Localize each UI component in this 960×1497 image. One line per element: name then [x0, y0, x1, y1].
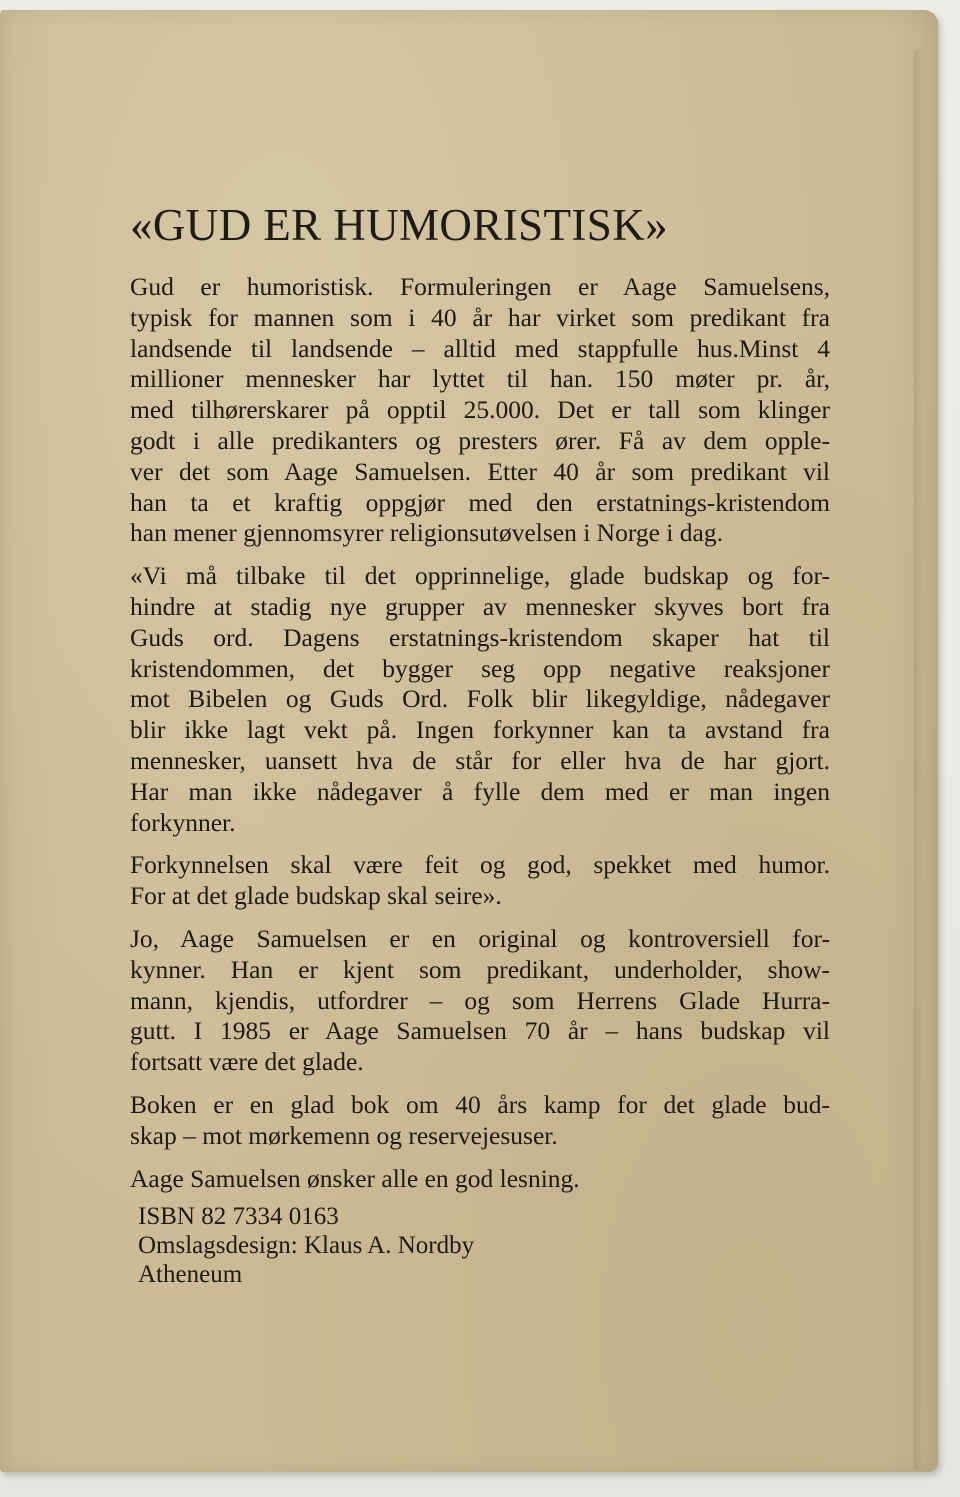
blurb-paragraph-6 [130, 1164, 830, 1195]
publisher: Atheneum [138, 1261, 243, 1288]
text-line: Har man ikke nådegaver å fylle dem med er man ingen [130, 776, 830, 806]
text-line: gutt. I 1985 er Aage Samuelsen 70 år – hans budskap vil [130, 1016, 830, 1046]
text-line: mennesker, uansett hva de står for eller hva de har gjort. [130, 745, 830, 775]
text-line: skap – mot mørkemenn og reservejesuser. [130, 1120, 558, 1150]
text-line: Boken er en glad bok om 40 års kamp for det glade bud- [130, 1089, 830, 1119]
text-line: han ta et kraftig oppgjør med den erstatnings-kristendom [130, 487, 830, 517]
blurb-paragraph-1 [130, 272, 830, 549]
text-line: med tilhørerskarer på opptil 25.000. Det er tall som klinger [130, 395, 830, 425]
text-line: han mener gjennomsyrer religionsutøvelsen i Norge i dag. [130, 518, 723, 548]
text-line: blir ikke lagt vekt på. Ingen forkynner kan ta avstand fra [130, 715, 830, 745]
book-back-cover [0, 10, 938, 1472]
text-line: typisk for mannen som i 40 år har virket som predikant fra [130, 302, 830, 332]
text-line: godt i alle predikanters og presters ører. Få av dem opple- [130, 425, 830, 455]
text-line: For at det glade budskap skal seire». [130, 881, 502, 911]
text-line: millioner mennesker har lyttet til han. 150 møter pr. år, [130, 364, 830, 394]
text-line: forkynner. [130, 807, 236, 837]
blurb-paragraph-3 [130, 850, 830, 912]
text-line: Guds ord. Dagens erstatnings-kristendom skaper hat til [130, 622, 830, 652]
isbn: ISBN 82 7334 0163 [138, 1203, 339, 1230]
text-line: Gud er humoristisk. Formuleringen er Aage Samuelsens, [130, 272, 830, 301]
text-line: mann, kjendis, utfordrer – og som Herrens Glade Hurra- [130, 985, 830, 1015]
blurb-paragraph-2 [130, 561, 830, 838]
cover-design-credit: Omslagsdesign: Klaus A. Nordby [138, 1232, 475, 1259]
text-line: Forkynnelsen skal være feit og god, spekket med humor. [130, 850, 830, 880]
text-line: hindre at stadig nye grupper av mennesker skyves bort fra [130, 591, 830, 621]
blurb-block [130, 200, 830, 1206]
blurb-paragraph-5 [130, 1090, 830, 1152]
text-line: mot Bibelen og Guds Ord. Folk blir likegyldige, nådegaver [130, 684, 830, 714]
text-line: Jo, Aage Samuelsen er en original og kontroversiell for- [130, 923, 830, 953]
text-line: landsende til landsende – alltid med stappfulle hus.Minst 4 [130, 333, 830, 363]
text-line: Aage Samuelsen ønsker alle en god lesning. [130, 1163, 580, 1193]
text-line: fortsatt være det glade. [130, 1047, 364, 1077]
text-line: ver det som Aage Samuelsen. Etter 40 år som predikant vil [130, 456, 830, 486]
text-line: kynner. Han er kjent som predikant, underholder, show- [130, 954, 830, 984]
book-title: «GUD ER HUMORISTISK» [130, 200, 669, 250]
blurb-paragraph-4 [130, 924, 830, 1078]
book-spine-edge [914, 50, 924, 1470]
text-line: «Vi må tilbake til det opprinnelige, glade budskap og for- [130, 561, 830, 591]
text-line: kristendommen, det bygger seg opp negative reaksjoner [130, 653, 830, 683]
colophon [138, 1202, 474, 1289]
